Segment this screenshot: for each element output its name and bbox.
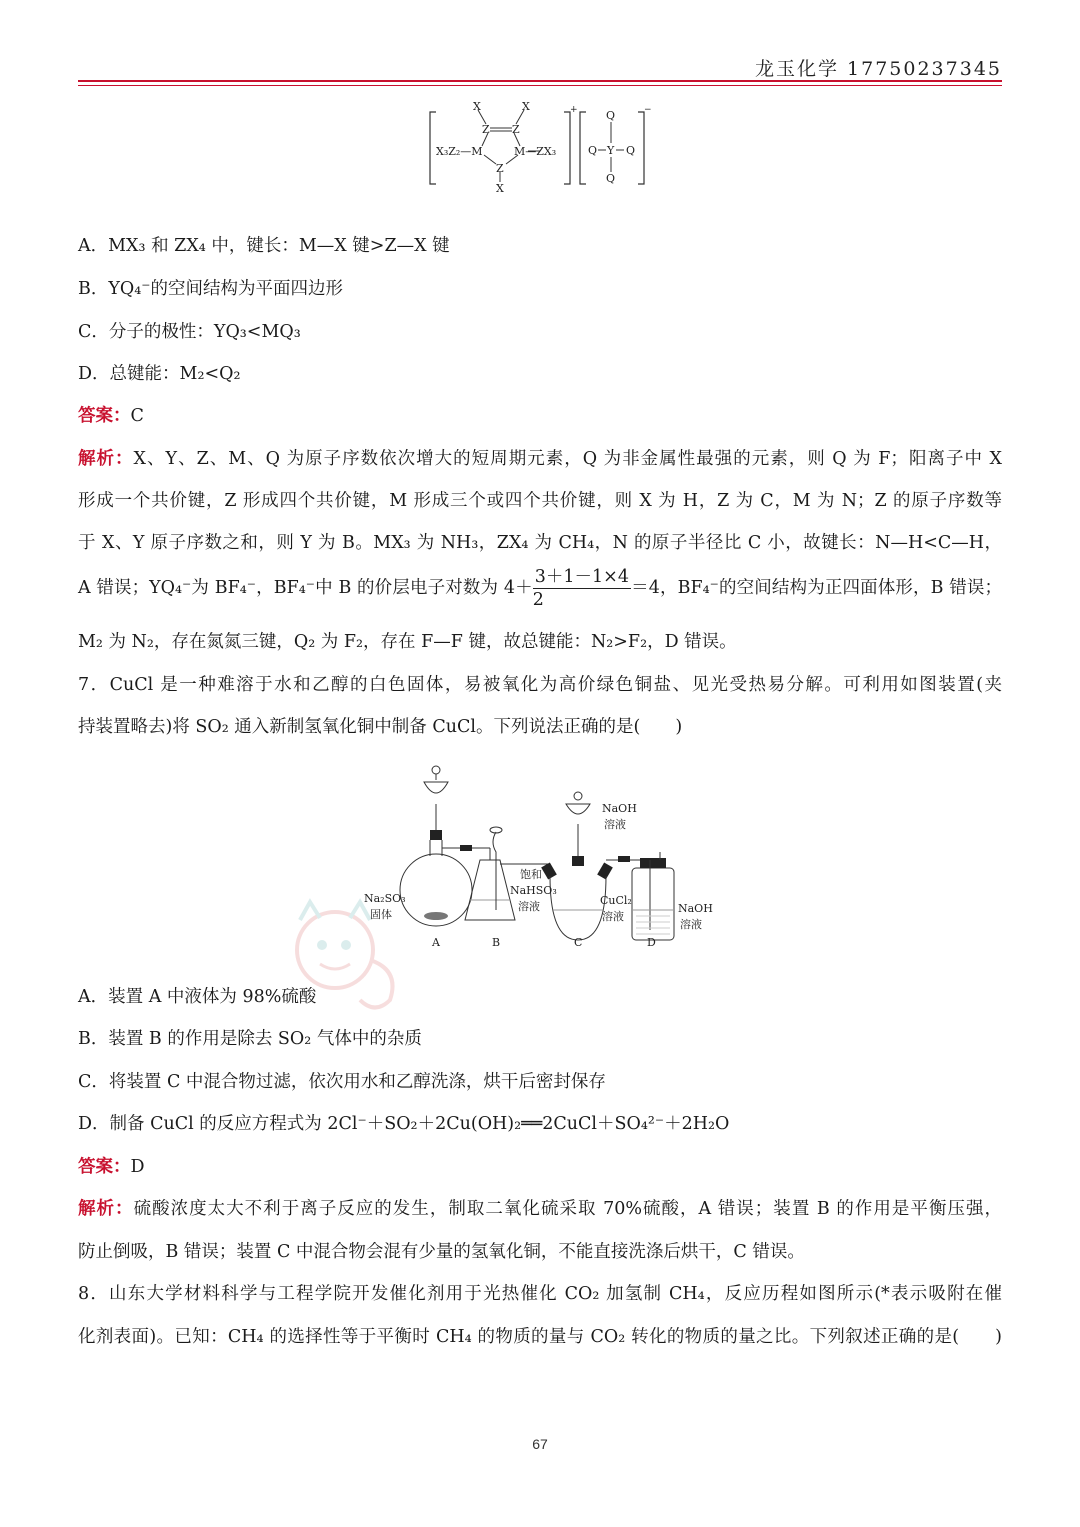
- fig-label: 溶液: [604, 818, 626, 831]
- fig-label: NaHSO₃: [510, 884, 557, 897]
- fig-charge: +: [570, 105, 578, 115]
- q7-analysis-line: 防止倒吸，B 错误；装置 C 中混合物会混有少量的氢氧化铜，不能直接洗涤后烘干，C 错误。: [78, 1242, 805, 1262]
- fig-label: M—ZX₃: [514, 145, 557, 158]
- q7-option-d: D．制备 CuCl 的反应方程式为 2Cl⁻＋SO₂＋2Cu(OH)₂══2CuCl＋SO₄²⁻＋2H₂O: [78, 1114, 730, 1134]
- q6-analysis-line: 于 X、Y 原子序数之和，则 Y 为 B。MX₃ 为 NH₃，ZX₄ 为 CH₄，N 的原子半径比 C 小，故键长：N—H<C—H，: [78, 533, 1002, 553]
- answer-value: C: [130, 406, 144, 426]
- answer-value: D: [130, 1157, 145, 1177]
- fig-label: 溶液: [518, 900, 540, 913]
- fig-label: Z: [496, 162, 504, 175]
- header-text: 龙玉化学 17750237345: [754, 58, 1002, 80]
- q7-option-a: A．装置 A 中液体为 98%硫酸: [78, 987, 317, 1007]
- fig-charge: −: [644, 105, 652, 115]
- fig-label: NaOH: [602, 802, 637, 815]
- fig-label: 溶液: [680, 918, 702, 931]
- fig-label: Y: [607, 144, 615, 157]
- fig-label: X: [473, 100, 481, 113]
- q6-analysis-line: M₂ 为 N₂，存在氮氮三键，Q₂ 为 F₂，存在 F—F 键，故总键能：N₂>F₂，D 错误。: [78, 632, 737, 652]
- fig-label: 饱和: [520, 868, 542, 881]
- answer-label: 答案：: [78, 1157, 131, 1177]
- fig-label: Z: [512, 123, 520, 136]
- fig-label: D: [647, 936, 656, 949]
- q6-option-b: B．YQ₄⁻的空间结构为平面四边形: [78, 279, 344, 299]
- q6-analysis-line: A 错误；YQ₄⁻为 BF₄⁻，BF₄⁻中 B 的价层电子对数为 4＋ $\frac{3+1-1\times 4}{2}$ ＝4，BF₄⁻的空间结构为正四面体形，B 错误；: [78, 567, 1002, 610]
- fig-label: C: [574, 936, 583, 949]
- fig-label: NaOH: [678, 902, 713, 915]
- page-number: 67: [532, 1436, 548, 1452]
- q7-apparatus-figure: [360, 760, 720, 955]
- fig-label: Q: [606, 109, 616, 122]
- fig-label: Q: [626, 144, 636, 157]
- fig-label: Q: [606, 172, 616, 185]
- q6-analysis-line: 形成一个共价键，Z 形成四个共价键，M 形成三个或四个共价键，则 X 为 H，Z 为 C，M 为 N；Z 的原子序数等: [78, 491, 1002, 511]
- q6-answer: [78, 402, 144, 427]
- fig-label: 溶液: [602, 910, 624, 923]
- q7-analysis-line: 解析：硫酸浓度太大不利于离子反应的发生，制取二氧化硫采取 70%硫酸，A 错误；装置 B 的作用是平衡压强，: [78, 1199, 1002, 1219]
- q8-stem-line: 化剂表面)。已知：CH₄ 的选择性等于平衡时 CH₄ 的物质的量与 CO₂ 转化的物质的量之比。下列叙述正确的是( ): [78, 1327, 1002, 1347]
- header-rule-thick: [78, 80, 1002, 82]
- q6-option-c: C．分子的极性：YQ₃<MQ₃: [78, 322, 301, 342]
- fig-label: Z: [482, 123, 490, 136]
- analysis-label: 解析：: [78, 449, 134, 469]
- q6-structure-figure: [428, 100, 650, 200]
- page-header: [78, 54, 1002, 94]
- fig-label: Q: [588, 144, 598, 157]
- fig-label: B: [492, 936, 501, 949]
- analysis-label: 解析：: [78, 1199, 134, 1219]
- fig-label: 固体: [370, 908, 392, 921]
- q7-answer: [78, 1153, 145, 1178]
- answer-label: 答案：: [78, 406, 131, 426]
- q6-option-d: D．总键能：M₂<Q₂: [78, 364, 241, 384]
- header-rule-thin: [78, 85, 1002, 86]
- q6-analysis-line: 解析：X、Y、Z、M、Q 为原子序数依次增大的短周期元素，Q 为非金属性最强的元素，则 Q 为 F；阳离子中 X: [78, 449, 1003, 469]
- q7-option-c: C．将装置 C 中混合物过滤，依次用水和乙醇洗涤，烘干后密封保存: [78, 1072, 606, 1092]
- fig-label: A: [432, 936, 440, 949]
- q6-option-a: A．MX₃ 和 ZX₄ 中，键长：M—X 键>Z—X 键: [78, 236, 450, 256]
- fig-label: Na₂SO₃: [364, 892, 406, 905]
- fig-label: X: [522, 100, 530, 113]
- fig-label: CuCl₂: [600, 894, 632, 907]
- q7-stem-line: 持装置略去)将 SO₂ 通入新制氢氧化铜中制备 CuCl。下列说法正确的是( ): [78, 717, 683, 737]
- fraction: $\frac{3+1-1\times 4}{2}$: [532, 567, 629, 610]
- q7-stem-line: 7．CuCl 是一种难溶于水和乙醇的白色固体，易被氧化为高价绿色铜盐、见光受热易分解。可利用如图装置(夹: [78, 675, 1002, 695]
- fig-label: X: [496, 182, 504, 195]
- fig-label: X₃Z₂—M: [436, 145, 483, 158]
- q8-stem-line: 8．山东大学材料科学与工程学院开发催化剂用于光热催化 CO₂ 加氢制 CH₄，反应历程如图所示(*表示吸附在催: [78, 1284, 1002, 1304]
- q7-option-b: B．装置 B 的作用是除去 SO₂ 气体中的杂质: [78, 1029, 422, 1049]
